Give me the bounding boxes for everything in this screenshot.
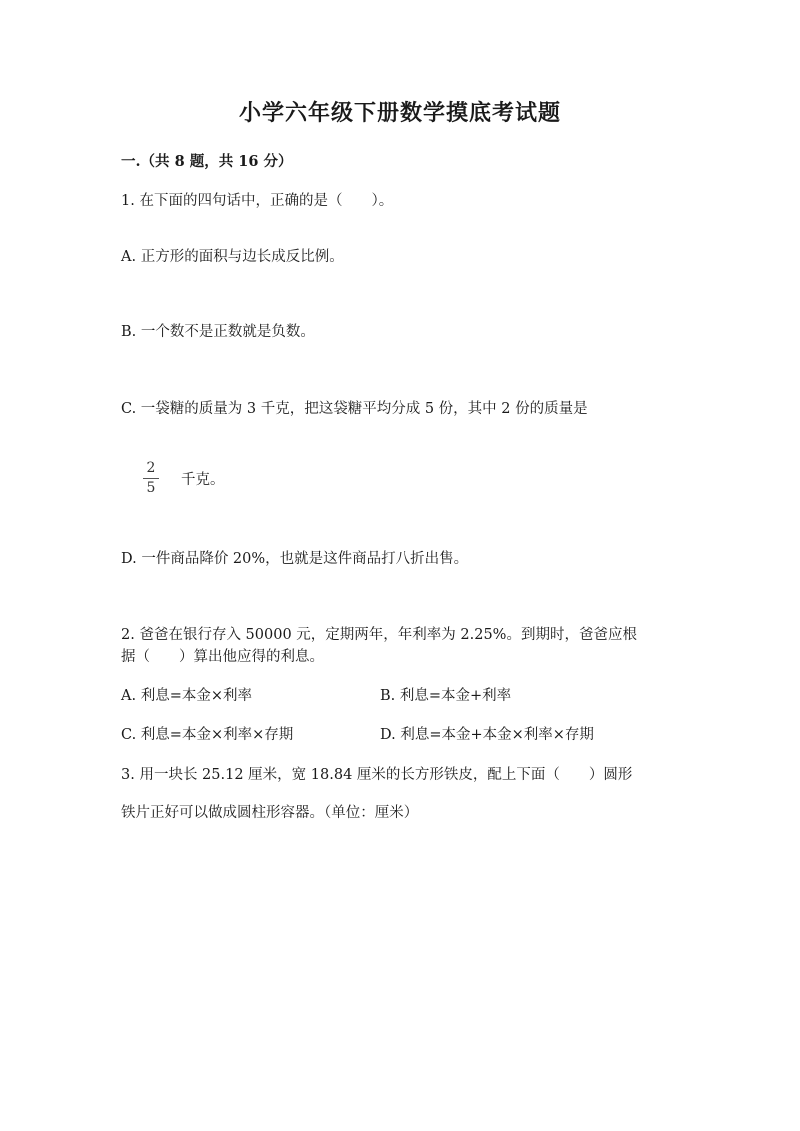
section-heading: 一.（共 8 题，共 16 分） — [121, 153, 293, 170]
question-3-stem-line1: 3. 用一块长 25.12 厘米，宽 18.84 厘米的长方形铁皮，配上下面（ ）圆形 — [121, 767, 633, 783]
question-2-stem-line1: 2. 爸爸在银行存入 50000 元，定期两年，年利率为 2.25%。到期时，爸爸应根 — [121, 627, 637, 643]
page-title: 小学六年级下册数学摸底考试题 — [238, 100, 561, 126]
question-2-stem-line2: 据（ ）算出他应得的利息。 — [121, 649, 324, 665]
question-2-option-b: B. 利息=本金+利率 — [380, 688, 512, 704]
question-2-option-c: C. 利息=本金×利率×存期 — [121, 727, 294, 743]
question-1-option-a: A. 正方形的面积与边长成反比例。 — [121, 249, 344, 265]
question-1-option-c: C. 一袋糖的质量为 3 千克，把这袋糖平均分成 5 份，其中 2 份的质量是 — [121, 401, 588, 417]
question-1-stem: 1. 在下面的四句话中，正确的是（ ）。 — [121, 193, 394, 209]
fraction-bar — [143, 478, 159, 479]
question-1-option-c-unit: 千克。 — [181, 472, 225, 488]
question-1-option-d: D. 一件商品降价 20%，也就是这件商品打八折出售。 — [121, 551, 469, 567]
question-3-stem-line2: 铁片正好可以做成圆柱形容器。（单位：厘米） — [121, 805, 419, 821]
question-1-option-c-fraction — [143, 461, 159, 496]
question-2-option-a: A. 利息=本金×利率 — [121, 688, 252, 704]
question-2-option-d: D. 利息=本金+本金×利率×存期 — [380, 727, 594, 743]
fraction-numerator: 2 — [146, 460, 156, 476]
fraction-denominator: 5 — [146, 480, 156, 496]
question-1-option-b: B. 一个数不是正数就是负数。 — [121, 324, 315, 340]
